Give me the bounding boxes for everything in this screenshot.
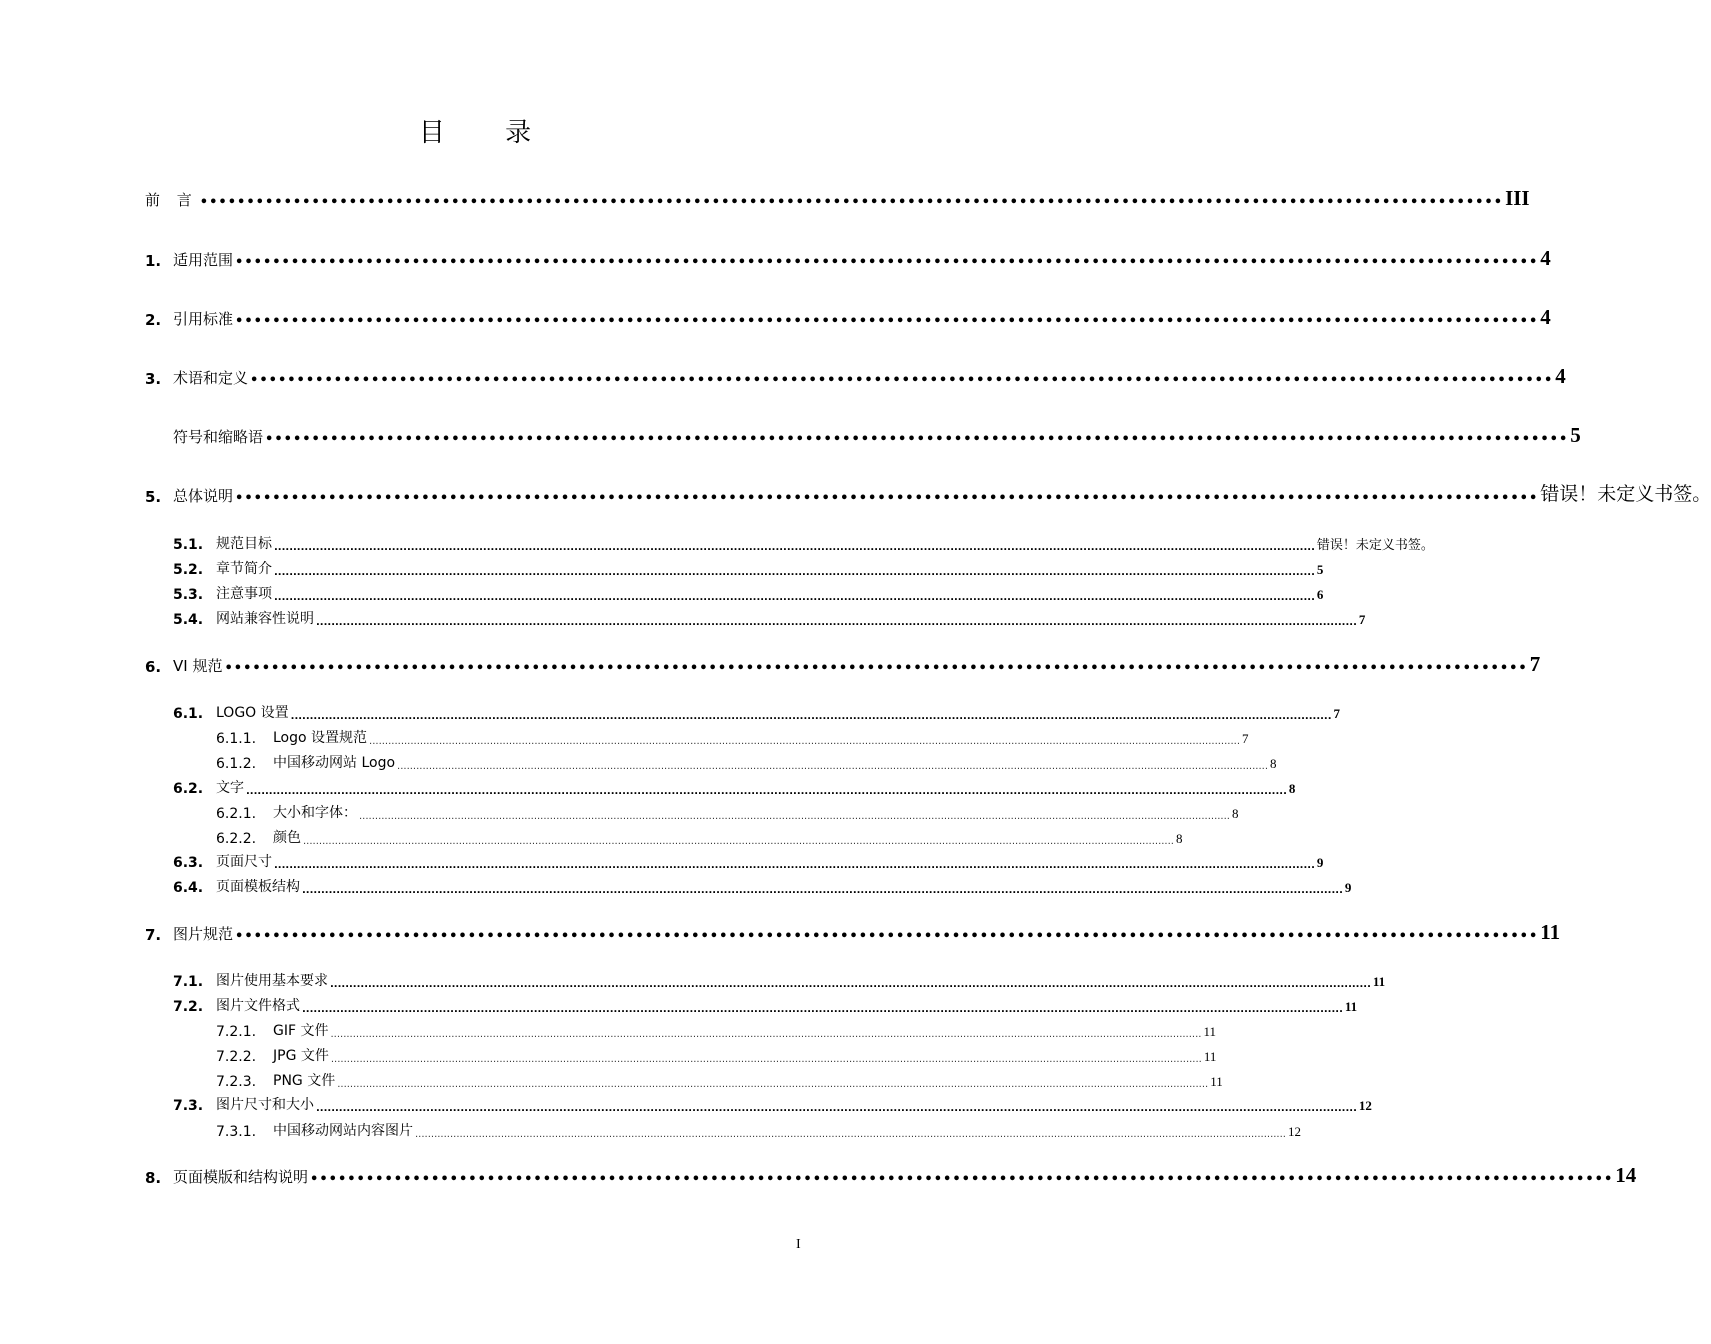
dot-leader: .................................................................................................................................................................................................................................................................................. bbox=[302, 1004, 1343, 1015]
toc-entry-7-1[interactable] bbox=[173, 970, 1386, 990]
entry-page: 7 bbox=[1333, 706, 1341, 721]
dot-leader: •••••••••••••••••••••••••••••••••••••••••••••••••••••••••••••••••••••••••••••••••••••••••••••••••••••••••••••••••••••••••••••••••••••••••••• bbox=[235, 491, 1539, 506]
entry-label: 中国移动网站 Logo bbox=[273, 755, 396, 771]
toc-entry-5-3[interactable] bbox=[173, 583, 1324, 603]
toc-entry-4[interactable] bbox=[145, 419, 1581, 447]
entry-page: 14 bbox=[1615, 1163, 1637, 1187]
dot-leader: .................................................................................................................................................................................................................................................................................. bbox=[274, 860, 1315, 871]
entry-label: 图片尺寸和大小 bbox=[216, 1097, 314, 1113]
dot-leader: .................................................................................................................................................................................................................................................................................. bbox=[330, 1029, 1202, 1040]
entry-label: 颜色 bbox=[273, 830, 301, 846]
dot-leader: .................................................................................................................................................................................................................................................................................. bbox=[274, 567, 1315, 578]
entry-page: 8 bbox=[1175, 831, 1183, 846]
entry-number: 6. bbox=[145, 658, 162, 676]
entry-label: 大小和字体： bbox=[273, 805, 357, 821]
entry-page: 12 bbox=[1287, 1124, 1301, 1139]
toc-entry-7-2-1[interactable] bbox=[216, 1020, 1216, 1040]
entry-number: 6.2. bbox=[173, 781, 204, 797]
entry-label: 符号和缩略语 bbox=[173, 428, 264, 446]
entry-number: 6.1.2. bbox=[216, 756, 257, 772]
dot-leader: •••••••••••••••••••••••••••••••••••••••••••••••••••••••••••••••••••••••••••••••••••••••••••••••••••••••••••••••••••••••••••••••••••••••••••• bbox=[265, 432, 1569, 447]
dot-leader: •••••••••••••••••••••••••••••••••••••••••••••••••••••••••••••••••••••••••••••••••••••••••••••••••••••••••••••••••••••••••••••••••••••••••••• bbox=[235, 255, 1539, 270]
toc-entry-6-1-2[interactable] bbox=[216, 752, 1277, 772]
dot-leader: •••••••••••••••••••••••••••••••••••••••••••••••••••••••••••••••••••••••••••••••••••••••••••••••••••••••••••••••••••••••••••••••••••••••••••• bbox=[310, 1172, 1614, 1187]
toc-entry-2[interactable] bbox=[145, 301, 1551, 329]
dot-leader: .................................................................................................................................................................................................................................................................................. bbox=[330, 979, 1371, 990]
entry-label: 图片规范 bbox=[173, 925, 234, 943]
entry-number: 3. bbox=[145, 370, 162, 388]
entry-number: 6.3. bbox=[173, 855, 204, 871]
entry-label: 页面模板结构 bbox=[216, 879, 300, 895]
entry-number: 5. bbox=[145, 488, 162, 506]
entry-page: III bbox=[1505, 186, 1530, 210]
entry-label: 页面模版和结构说明 bbox=[173, 1168, 309, 1186]
entry-number: 7.2. bbox=[173, 999, 204, 1015]
toc-entry-6-3[interactable] bbox=[173, 851, 1324, 871]
entry-page: 11 bbox=[1203, 1024, 1216, 1039]
toc-entry-7[interactable] bbox=[145, 916, 1561, 944]
toc-entry-preface[interactable] bbox=[145, 182, 1530, 210]
toc-entry-5[interactable] bbox=[145, 478, 1711, 506]
entry-page: 9 bbox=[1316, 855, 1324, 870]
toc-entry-6-4[interactable] bbox=[173, 876, 1352, 896]
toc-entry-6[interactable] bbox=[145, 648, 1541, 676]
toc-entry-1[interactable] bbox=[145, 242, 1551, 270]
dot-leader: .................................................................................................................................................................................................................................................................................. bbox=[337, 1079, 1209, 1090]
dot-leader: .................................................................................................................................................................................................................................................................................. bbox=[316, 617, 1357, 628]
toc-entry-6-1-1[interactable] bbox=[216, 727, 1249, 747]
entry-number: 7.1. bbox=[173, 974, 204, 990]
dot-leader: .................................................................................................................................................................................................................................................................................. bbox=[302, 885, 1343, 896]
toc-entry-6-2-2[interactable] bbox=[216, 827, 1183, 847]
entry-page: 11 bbox=[1344, 999, 1358, 1014]
entry-number: 1. bbox=[145, 252, 162, 270]
toc-entry-5-1[interactable] bbox=[173, 533, 1434, 553]
entry-number: 7.2.3. bbox=[216, 1074, 257, 1090]
entry-label: 网站兼容性说明 bbox=[216, 611, 314, 627]
entry-page: 5 bbox=[1570, 423, 1581, 447]
entry-page: 4 bbox=[1555, 364, 1566, 388]
entry-number: 7. bbox=[145, 926, 162, 944]
toc-entry-7-2-2[interactable] bbox=[216, 1045, 1217, 1065]
entry-number: 6.4. bbox=[173, 880, 204, 896]
entry-number: 7.2.1. bbox=[216, 1024, 257, 1040]
entry-page: 9 bbox=[1344, 880, 1352, 895]
dot-leader: .................................................................................................................................................................................................................................................................................. bbox=[397, 761, 1268, 772]
toc-entry-5-2[interactable] bbox=[173, 558, 1324, 578]
toc-title: 目 录 bbox=[418, 118, 558, 148]
dot-leader: .................................................................................................................................................................................................................................................................................. bbox=[303, 836, 1174, 847]
entry-label: GIF 文件 bbox=[273, 1023, 329, 1039]
dot-leader: •••••••••••••••••••••••••••••••••••••••••••••••••••••••••••••••••••••••••••••••••••••••••••••••••••••••••••••••••••••••••••••••••••••••••••• bbox=[250, 373, 1554, 388]
entry-number: 7.2.2. bbox=[216, 1049, 257, 1065]
toc-entry-7-3[interactable] bbox=[173, 1094, 1372, 1114]
entry-label: 页面尺寸 bbox=[216, 854, 272, 870]
entry-page: 8 bbox=[1288, 781, 1296, 796]
dot-leader: .................................................................................................................................................................................................................................................................................. bbox=[330, 1054, 1202, 1065]
entry-label: 总体说明 bbox=[173, 487, 234, 505]
entry-number: 6.1. bbox=[173, 706, 204, 722]
entry-label: 规范目标 bbox=[216, 536, 272, 552]
entry-number: 8. bbox=[145, 1169, 162, 1187]
entry-label: Logo 设置规范 bbox=[273, 730, 368, 746]
toc-entry-7-2[interactable] bbox=[173, 995, 1358, 1015]
entry-page: 11 bbox=[1372, 974, 1386, 989]
toc-entry-7-3-1[interactable] bbox=[216, 1120, 1301, 1140]
entry-label: JPG 文件 bbox=[273, 1048, 329, 1064]
entry-page: 11 bbox=[1210, 1074, 1223, 1089]
entry-page: 12 bbox=[1358, 1098, 1372, 1113]
dot-leader: .................................................................................................................................................................................................................................................................................. bbox=[415, 1129, 1286, 1140]
entry-page: 4 bbox=[1540, 305, 1551, 329]
entry-label: VI 规范 bbox=[173, 657, 223, 675]
entry-page: 4 bbox=[1540, 246, 1551, 270]
entry-number: 6.1.1. bbox=[216, 731, 257, 747]
entry-page: 7 bbox=[1358, 612, 1366, 627]
entry-number: 5.3. bbox=[173, 587, 204, 603]
entry-number: 6.2.2. bbox=[216, 831, 257, 847]
dot-leader: .................................................................................................................................................................................................................................................................................. bbox=[359, 811, 1230, 822]
entry-page: 错误！未定义书签。 bbox=[1540, 483, 1711, 505]
toc-entry-3[interactable] bbox=[145, 360, 1566, 388]
dot-leader: .................................................................................................................................................................................................................................................................................. bbox=[316, 1103, 1357, 1114]
entry-label: 文字 bbox=[216, 780, 244, 796]
entry-label: PNG 文件 bbox=[273, 1073, 336, 1089]
page-number: I bbox=[796, 1237, 801, 1252]
entry-label: 章节简介 bbox=[216, 561, 272, 577]
entry-label: LOGO 设置 bbox=[216, 705, 289, 721]
entry-label: 图片使用基本要求 bbox=[216, 973, 328, 989]
dot-leader: .................................................................................................................................................................................................................................................................................. bbox=[274, 542, 1315, 553]
dot-leader: .................................................................................................................................................................................................................................................................................. bbox=[369, 736, 1240, 747]
entry-label: 适用范围 bbox=[173, 251, 234, 269]
entry-number: 5.4. bbox=[173, 612, 204, 628]
toc-entry-8[interactable] bbox=[145, 1159, 1637, 1187]
toc-entry-6-2[interactable] bbox=[173, 777, 1296, 797]
entry-label: 前 言 bbox=[145, 191, 198, 209]
entry-label: 图片文件格式 bbox=[216, 998, 300, 1014]
toc-entry-5-4[interactable] bbox=[173, 608, 1366, 628]
entry-page: 11 bbox=[1203, 1049, 1217, 1064]
entry-number: 5.2. bbox=[173, 562, 204, 578]
entry-label: 引用标准 bbox=[173, 310, 234, 328]
dot-leader: •••••••••••••••••••••••••••••••••••••••••••••••••••••••••••••••••••••••••••••••••••••••••••••••••••••••••••••••••••••••••••••••••••••••••••• bbox=[235, 929, 1539, 944]
entry-number: 5.1. bbox=[173, 537, 204, 553]
entry-number: 6.2.1. bbox=[216, 806, 257, 822]
entry-number: 7.3. bbox=[173, 1098, 204, 1114]
entry-label: 中国移动网站内容图片 bbox=[273, 1123, 413, 1139]
dot-leader: •••••••••••••••••••••••••••••••••••••••••••••••••••••••••••••••••••••••••••••••••••••••••••••••••••••••••••••••••••••••••••••••••••••••••••• bbox=[224, 661, 1528, 676]
entry-page: 6 bbox=[1316, 587, 1324, 602]
dot-leader: •••••••••••••••••••••••••••••••••••••••••••••••••••••••••••••••••••••••••••••••••••••••••••••••••••••••••••••••••••••••••••••••••••••••••••• bbox=[199, 195, 1504, 210]
entry-number: 2. bbox=[145, 311, 162, 329]
entry-page: 5 bbox=[1316, 562, 1324, 577]
entry-page: 7 bbox=[1242, 731, 1249, 746]
toc-entry-6-2-1[interactable] bbox=[216, 802, 1239, 822]
dot-leader: .................................................................................................................................................................................................................................................................................. bbox=[274, 592, 1315, 603]
entry-page: 7 bbox=[1529, 652, 1541, 676]
toc-entry-6-1[interactable] bbox=[173, 702, 1341, 722]
entry-page: 8 bbox=[1270, 756, 1277, 771]
entry-label: 注意事项 bbox=[216, 586, 272, 602]
entry-page: 11 bbox=[1540, 920, 1561, 944]
entry-label: 术语和定义 bbox=[173, 369, 249, 387]
toc-entry-7-2-3[interactable] bbox=[216, 1070, 1223, 1090]
dot-leader: .................................................................................................................................................................................................................................................................................. bbox=[246, 786, 1287, 797]
entry-page: 错误！未定义书签。 bbox=[1316, 538, 1434, 553]
dot-leader: .................................................................................................................................................................................................................................................................................. bbox=[290, 711, 1332, 722]
entry-number: 7.3.1. bbox=[216, 1124, 257, 1140]
dot-leader: •••••••••••••••••••••••••••••••••••••••••••••••••••••••••••••••••••••••••••••••••••••••••••••••••••••••••••••••••••••••••••••••••••••••••••• bbox=[235, 314, 1539, 329]
entry-page: 8 bbox=[1231, 806, 1239, 821]
